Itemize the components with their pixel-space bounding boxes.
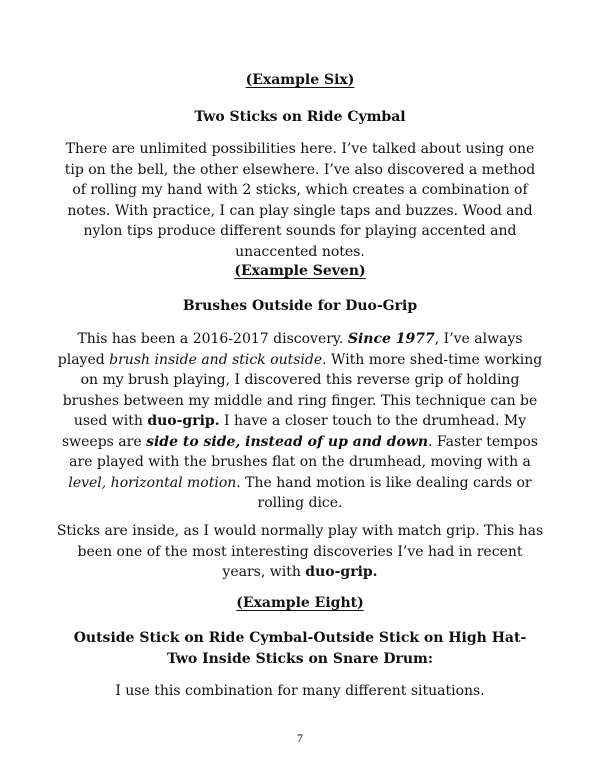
example-seven-label: (Example Seven) bbox=[234, 263, 366, 279]
page-number: 7 bbox=[297, 731, 303, 745]
italic-run: brush inside and stick outside bbox=[109, 351, 323, 368]
example-seven-paragraph-1 bbox=[56, 329, 544, 514]
example-seven-title: Brushes Outside for Duo-Grip bbox=[182, 298, 418, 314]
title-line: Outside Stick on Ride Cymbal-Outside Stick on High Hat- bbox=[73, 630, 527, 646]
text-run: . With more shed-time working on my brush playing, I discovered this reverse grip of holding brushes between my middle and ring finger. This technique can be used with bbox=[62, 351, 543, 429]
example-seven-paragraph-2 bbox=[56, 521, 544, 583]
title-line: Two Inside Sticks on Snare Drum: bbox=[166, 651, 434, 667]
text-run: , I’ve always played bbox=[57, 331, 523, 368]
example-six-paragraph: There are unlimited possibilities here. I’ve talked about using one tip on the bell, the other elsewhere. I’ve also discovered a method of rolling my hand with 2 sticks, which creates a combination of notes. With practice, I can play single taps and buzzes. Wood and nylon tips produce different sounds for playing accented and unaccented notes. bbox=[64, 141, 536, 260]
text-run: . The hand motion is like dealing cards or rolling dice. bbox=[236, 474, 532, 511]
example-six-label: (Example Six) bbox=[245, 72, 355, 88]
example-eight-paragraph: I use this combination for many different situations. bbox=[115, 683, 485, 699]
text-run: . Faster tempos are played with the brushes flat on the drumhead, moving with a bbox=[69, 433, 539, 470]
example-six-title: Two Sticks on Ride Cymbal bbox=[194, 109, 406, 125]
bold-run: duo-grip. bbox=[305, 564, 378, 580]
example-eight-label: (Example Eight) bbox=[236, 595, 364, 611]
emphasis-run: Since 1977 bbox=[347, 331, 435, 347]
example-eight-title bbox=[40, 628, 560, 670]
italic-run: level, horizontal motion bbox=[68, 474, 237, 491]
text-run: Sticks are inside, as I would normally play with match grip. This has been one of the most interesting discoveries I’ve had in recent years, with bbox=[56, 523, 544, 580]
emphasis-run: side to side, instead of up and down bbox=[146, 433, 429, 450]
text-run: This has been a 2016-2017 discovery. bbox=[77, 331, 348, 347]
text-run: I have a closer touch to the drumhead. My sweeps are bbox=[61, 413, 527, 450]
bold-run: duo-grip. bbox=[147, 413, 220, 429]
